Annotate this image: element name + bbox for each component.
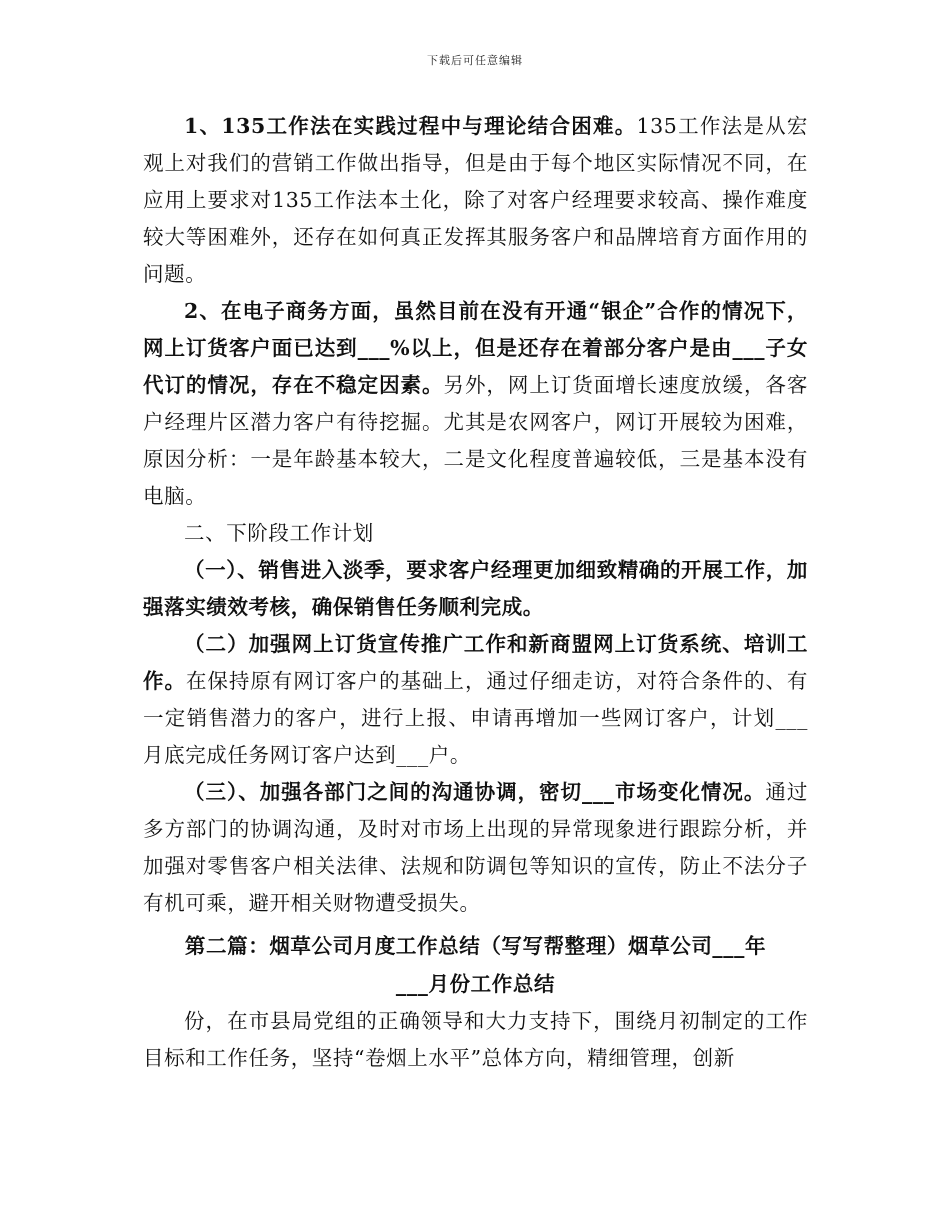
paragraph-2-text: 另外，网上订货面增长速度放缓，各客户经理片区潜力客户有待挖掘。尤其是农网客户，网订开展较为困难，原因分析：一是年龄基本较大，二是文化程度普遍较低，三是基本没有电脑。: [143, 373, 808, 508]
paragraph-plan-3-bold: （三）、加强各部门之间的沟通协调，密切___市场变化情况。: [184, 780, 766, 804]
paragraph-plan-1: [143, 552, 808, 626]
chapter-heading-line-2: ___月份工作总结: [395, 972, 556, 996]
section-title-plan: 二、下阶段工作计划: [184, 521, 374, 545]
paragraph-2-bold: 2、在电子商务方面，虽然目前在没有开通“银企”合作的情况下，网上订货客户面已达到___%以上，但是还存在着部分客户是由___子女代订的情况，存在不稳定因素。: [143, 299, 808, 397]
paragraph-1-bold: 1、135工作法在实践过程中与理论结合困难。: [184, 114, 637, 138]
paragraph-plan-3: [143, 774, 808, 922]
paragraph-plan-2-text: 在保持原有网订客户的基础上，通过仔细走访，对符合条件的、有一定销售潜力的客户，进行上报、申请再增加一些网订客户，计划___月底完成任务网订客户达到___户。: [143, 669, 809, 767]
document-body: [143, 108, 808, 1077]
paragraph-1-text: 135工作法是从宏观上对我们的营销工作做出指导，但是由于每个地区实际情况不同，在应用上要求对135工作法本土化，除了对客户经理要求较高、操作难度较大等困难外，还存在如何真正发挥其服务客户和品牌培育方面作用的问题。: [143, 114, 808, 286]
chapter-heading-line-1: 第二篇：烟草公司月度工作总结（写写帮整理）烟草公司___年: [184, 934, 767, 958]
paragraph-1: [143, 108, 808, 293]
paragraph-plan-2: [143, 626, 808, 774]
chapter-heading: [143, 927, 808, 1003]
closing-paragraph: 份，在市县局党组的正确领导和大力支持下，围绕月初制定的工作目标和工作任务，坚持“卷烟上水平”总体方向，精细管理，创新: [143, 1009, 808, 1070]
paragraph-plan-3-text: 通过多方部门的协调沟通，及时对市场上出现的异常现象进行跟踪分析，并加强对零售客户相关法律、法规和防调包等知识的宣传，防止不法分子有机可乘，避开相关财物遭受损失。: [143, 780, 808, 915]
paragraph-plan-2-bold: （二）加强网上订货宣传推广工作和新商盟网上订货系统、培训工作。: [143, 632, 808, 693]
paragraph-plan-1-bold: （一）、销售进入淡季，要求客户经理更加细致精确的开展工作，加强落实绩效考核，确保销售任务顺利完成。: [143, 558, 808, 619]
paragraph-2: [143, 293, 808, 515]
page-header: 下载后可任意编辑: [427, 54, 523, 67]
